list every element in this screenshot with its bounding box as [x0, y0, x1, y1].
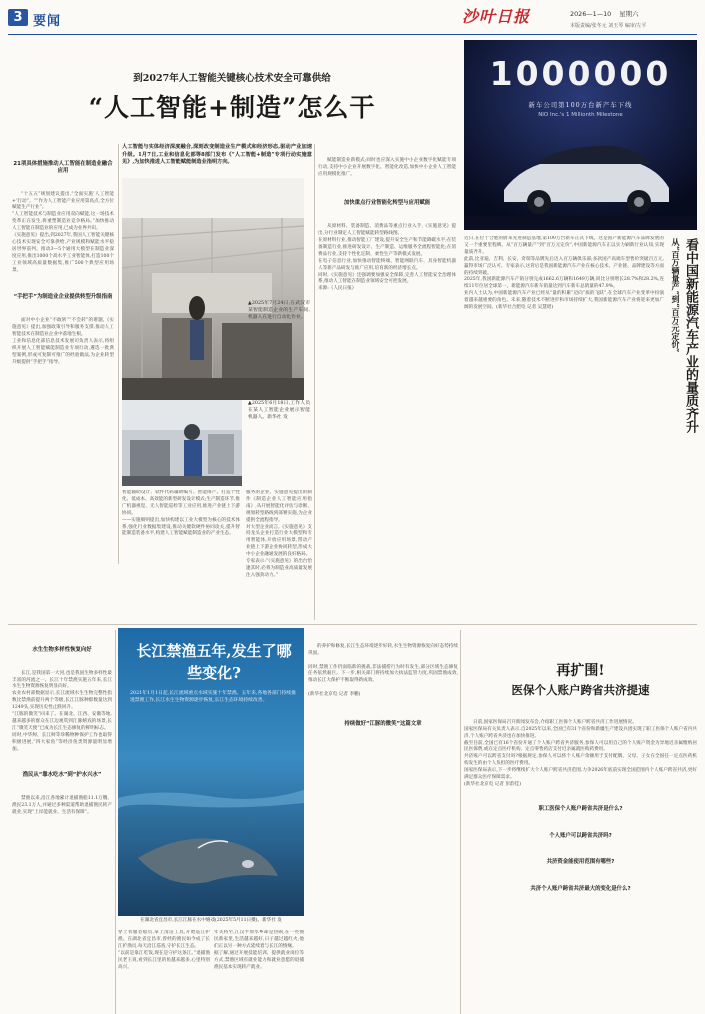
story1-subhead-3: 加快重点行业智能化转型与应用赋能	[343, 200, 431, 207]
story3-text-a: 长江,是我国第一大河,也是我国生物多样性最丰富的河流之一。长江十年禁渔实施五年来,长江水生生物资源恢复明显向好。 农业农村部数据显示,长江流域水生生物完整性指数比禁渔前提升两个等级,长江江豚种群数量达到1249头,实现历史性止跌回升。 “江豚的微笑”回来了。在湖北、江西、安徽等地,越来越多的群众在江边观赏到江豚嬉戏的场景,长江“微笑天使”已成为长江生态修复的鲜明标志。 同时,中华鲟、长江鲟等珍稀物种保护工作也取得积极进展,“四大家鱼”等经济鱼类资源量明显增加。	[12, 670, 112, 752]
section-divider	[8, 624, 697, 625]
photo-caption-2: ▲2025年6月18日,工作人员在某人工智能企业展示智能机器人。新华社 发	[248, 401, 310, 420]
story2-headline: 看中国新能源汽车产业的量质齐升	[683, 238, 698, 433]
story3-subhead: 水生生物多样性恢复向好	[32, 646, 92, 653]
banner-english: NIO Inc.'s 1 Millionth Milestone	[538, 112, 623, 118]
story1-column-3: 服务的企业、实施意见提出的制作《制造企业人工智能应用指南》,从开展智能化评估与诊断、规划转型路线到部署实施,为企业提供全流程指导。 对大型企业而言,《实施意见》支持龙头企业打造行业大模型和专用智能体,开放应用场景,带动产业链上下游企业协同转型,形成大中小企业融通发展的良好格局。 专家表示:“《实施意见》的出台恰逢其时,必将为制造业高质量发展注入强劲动力。”	[246, 490, 312, 578]
story3-subhead-2: 渔民从“靠水吃水”到“护水兴水”	[22, 772, 102, 779]
story4-column-3: 年关将至,江汉平原水乡却是热闹,在一些渔民新家里,生活越来越好,日子越过越红火,他们正以另一种方式延续着与长江的情缘。 据了解,通过开展技能培训、提供就业岗位等方式,禁渔区域有就业能力和就业意愿的退捕渔民基本实现转产就业。	[214, 930, 304, 970]
masthead-logo: 沙叶日报	[462, 7, 531, 26]
story1-col1-text-a: “十五五”规划建议提出,“全面实施‘人工智能+’行动”。“”作为人工智能产业应用第高点,全方位赋能生产行业”。 “人工智能技术与制造业应用双向赋能,这一场技术变革正在发生,将重塑制造业竞争格局。”加快推动人工智能在制造业的应用,已成为业界共识。 《实施意见》提出,到2027年,我国人工智能关键核心技术实现安全可靠供给,产业规模和赋能水平稳居世界前列。推动3—5个通用大模型在制造业深度应用,推出1000个高水平工业智能体,打造100个工业领域高质量数据集,推广500个典型应用场景。	[12, 191, 114, 273]
factory-photo	[122, 178, 304, 400]
story1-kicker: 到2027年人工智能关键核心技术安全可靠供给	[133, 73, 331, 84]
story1-col4-text-a: 赋能制造业新模式;同时也应深入实施中小企业数字化赋能专项行动,支持中小企业开展数字化、智能化改造,加快中小企业人工智能应用规模化推广。	[318, 157, 456, 177]
header-rule	[8, 34, 697, 35]
photo-caption-1: ▲2025年7月24日,在武汉市某智能制造企业的生产车间,机器人在进行自动化作业。	[248, 301, 310, 320]
story1-column-4	[318, 144, 456, 620]
photo-caption-3: 在湖北省宜昌市,长江江豚在水中嬉戏(2025年5月11日摄)。新华社 发	[140, 918, 282, 923]
story5-question-3: 共济资金能使用范围有哪些?	[546, 859, 615, 866]
section-title: 要闻	[33, 14, 62, 29]
column-divider	[314, 144, 315, 620]
story4-subhead: 持续做好“江豚的微笑”这篇文章	[344, 720, 422, 727]
story1-column-1	[12, 144, 114, 564]
story5-question-2: 个人账户可以跨省共济吗?	[549, 832, 612, 839]
robot-photo	[122, 400, 242, 486]
column-divider	[115, 630, 116, 1014]
story3-column	[12, 630, 112, 1014]
story1-lead: 人工智能与实体经济深度融合,深刻改变制造业生产模式和经济形态,驱动产业加速升级。1月7日,工业和信息化部等8部门发布《“人工智能+制造”专项行动实施意见》,为加快推进人工智能赋能制造业指明方向。	[122, 144, 312, 166]
story4-col4-text: 的养护和修复,长江生态环境逐步好转,水生生物资源恢复向好态势持续巩固。 同时,禁渔工作仍面临新的挑战,非法捕捞行为时有发生,部分区域生态修复任务依然艰巨。下一步,相关部门将持续加大执法监管力度,巩固禁渔成效,推动长江大保护不断取得新成效。 (新华社北京电 记者 李鹏)	[308, 643, 458, 698]
story5-question-1: 职工医保个人账户跨省共济是什么?	[538, 805, 623, 812]
story1-col4-text-b: 从原材料、装备制造、消费品等重点行业入手,《实施意见》提出,分行业制定人工智能赋能转型路线图。 在原材料行业,推动智能工厂建设,提升安全生产和节能降碳水平;在装备制造行业,推进研发设计、生产制造、运维服务全流程智能化;在消费品行业,支持个性化定制、柔性生产等新模式发展。 在电子信息行业,加快推动智能终端、智能网联汽车、具身智能机器人等新产品研发与推广应用,培育新的经济增长点。 同时,《实施意见》还强调要加强安全保障,完善人工智能安全治理体系,推动人工智能在制造业领域安全可控发展。 来源:《人民日报》	[318, 224, 456, 292]
story5-body-text: 日前,国家医保局召开新闻发布会,介绍职工医保个人账户跨省共济工作进展情况。 国家医保局有关负责人表示,自2025年以来,全国已有31个省份和新疆生产建设兵团实现了职工医保个人账户省内共济,个人账户跨省共济也在加快推进。 截至目前,全国已有16个省份开通了个人账户跨省共济服务,参保人可以用自己的个人账户资金为异地近亲属缴纳居民医保费,或在定点医疗机构、定点零售药店支付近亲属就医购药费用。 共济账户可以跨省支付吗?根据规定,参保人可以将个人账户余额用于支付配偶、父母、子女在全国任一定点医药机构发生的由个人负担的医疗费用。 国家医保局表示,下一步将继续扩大个人账户跨省共济范围,力争2026年底前实现全国范围内个人账户跨省共济,更好满足群众医疗保障需求。 (新华社北京电 记者 彭韵佳)	[464, 719, 697, 787]
story5-question-4: 共济个人账户跨省共济最大的变化是什么?	[530, 886, 631, 893]
weekday-text: 星期六	[619, 10, 639, 18]
story5-body	[464, 706, 697, 1014]
story1-subhead-2: “手把手”为制造业企业提供转型升级指南	[13, 294, 113, 301]
story3-text-b: 禁渔以来,沿江各地累计退捕渔船11.1万艘、渔民23.1万人,并通过多种渠道帮助退捕渔民转产就业,实现“上岸能就业、生活有保障”。	[12, 796, 112, 815]
story2-body: 近日,在位于合肥的蔚来先进制造基地,第100万台新车正式下线。这是国产新能源汽车品牌发展的又一个重要里程碑。从“百万辆量产”到“百万元定价”,中国新能源汽车正以实力刷新行业认知,实现量质齐升。 此前,比亚迪、吉利、长安、奇瑞等品牌先后迈入百万辆俱乐部;多款国产高端车型售价突破百万元,赢得市场广泛认可。专家表示,这背后是我国新能源汽车产业在核心技术、产业链、品牌建设等方面的持续突破。 2025年,我国新能源汽车产销分别完成1662.6万辆和1649万辆,同比分别增长28.7%和28.2%,连续11年位居全球第一。新能源汽车新车销量达到汽车新车总销量的47.9%。 业内人士认为,中国新能源汽车产业已经从“量的积累”迈向“质的飞跃”,在全球汽车产业变革中扮演着越来越重要的角色。未来,随着技术不断进步和市场持续扩大,我国新能源汽车产业将迎来更加广阔的发展空间。(新华社合肥电 记者 吴慧珺)	[464, 236, 664, 311]
story4-column-2: 穿上衣服者船员,拿上清洁工具,开始巡江护渔。在湖北省宜昌市,曾经的渔民如今成了长江护渔员,每天沿江巡查,守护长江生态。 “以前是靠江吃饭,现在是守护这条江。”退捕渔民老王说,看到长江里的鱼越来越多,心里特别高兴。	[118, 930, 210, 970]
robot-photo-art	[122, 400, 242, 486]
factory-photo-art	[122, 178, 304, 400]
story4-lead: 2021年1月1日起,长江流域重点水域实施十年禁渔。五年来,各地各部门持续推进禁渔工作,长江水生生物资源逐步恢复,长江生态环境持续改善。	[130, 691, 296, 704]
story1-subhead-1: 21项具体措施推动人工智能在制造业融合应用	[13, 160, 113, 174]
story4-headline: 长江禁渔五年,发生了哪些变化?	[136, 642, 292, 682]
editor-line: 本版责编/张冬元 刘玉琴 编审/左平	[570, 23, 647, 29]
story5-headline: 再扩围!	[556, 663, 605, 679]
issue-date	[570, 9, 638, 18]
column-divider	[460, 630, 461, 1014]
story1-col1-text-b: 面对中小企业“不敢转”“不会转”的难题,《实施意见》提出,加强政策引导和服务支撑,推动人工智能技术在制造业企业中落地生根。 工业和信息化部信息技术发展司负责人表示,将组织开展人工智能赋能制造业专项行动,遴选一批典型案例,形成可复制可推广的经验做法,为企业转型升级提供“手把手”指导。	[12, 318, 114, 365]
story1-column-2: 智能辅助设计、软件代码辅助编写、智能排产、打造个性化、低成本、高效能的新型研发设计模式;生产制造环节,推广机器视觉、无人智能巡检等工业应用,推进产业链上下游协同。 ——实施细则提出,加快构建以工业大模型为核心的技术体系,强化行业数据集建设,推动关键软硬件协同攻关,提升智能制造装备水平,构建人工智能赋能制造业的产业生态。	[122, 490, 240, 537]
banner-subtitle: 新车公司第100万台新产车下线	[528, 101, 633, 109]
banner-big-number: 1000000	[489, 54, 672, 93]
story4-column-4	[308, 630, 458, 1014]
story5-subheadline: 医保个人账户跨省共济提速	[511, 683, 650, 697]
story1-headline: “人工智能+制造”怎么干	[88, 93, 376, 122]
page-number: 3	[13, 10, 23, 25]
column-divider	[118, 144, 119, 564]
date-text: 2026—1—10	[570, 10, 612, 18]
story2-kicker: 从“百万辆量产”到“百万元定价”	[671, 238, 681, 353]
nev-banner-photo	[464, 40, 697, 230]
